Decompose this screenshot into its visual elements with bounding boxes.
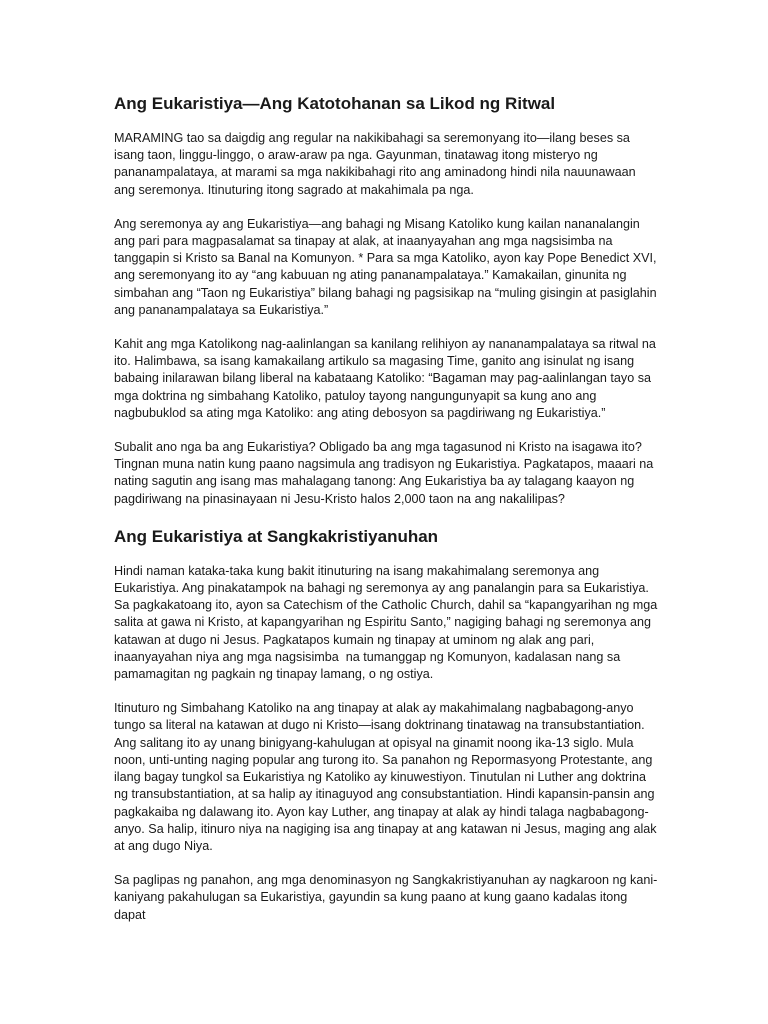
document-page	[114, 92, 660, 941]
document-title: Ang Eukaristiya—Ang Katotohanan sa Likod ng Ritwal	[114, 94, 556, 113]
paragraph-6: Itinuturo ng Simbahang Katoliko na ang tinapay at alak ay makahimalang nagbabagong-anyo tungo sa literal na katawan at dugo ni Kristo—isang doktrinang tinatawag na transubstantiation. Ang salitang ito ay unang binigyang-kahulugan at opisyal na ginamit noong ika-13 siglo. Mula noon, unti-unting naging popular ang turong ito. Sa panahon ng Repormasyong Protestante, ang ilang bagay tungkol sa Eukaristiya ng Katoliko ay kinuwestiyon. Tinutulan ni Luther ang doktrina ng transubstantiation, at sa halip ay itinaguyod ang consubstantiation. Hindi kapansin-pansin ang pagkakaiba ng dalawang ito. Ayon kay Luther, ang tinapay at alak ay hindi talaga nagbabagong-anyo. Sa halip, itinuro niya na nagiging isa ang tinapay at ang katawan ni Jesus, maging ang alak at ang dugo Niya.	[114, 701, 661, 853]
paragraph-4: Subalit ano nga ba ang Eukaristiya? Obligado ba ang mga tagasunod ni Kristo na isagawa ito? Tingnan muna natin kung paano nagsimula ang tradisyon ng Eukaristiya. Pagkatapos, maaari na nating sagutin ang isang mas mahalagang tanong: Ang Eukaristiya ba ay talagang kaayon ng pagdiriwang na pinasinayaan ni Jesu-Kristo halos 2,000 taon na ang nakalilipas?	[114, 440, 657, 506]
paragraph-5: Hindi naman kataka-taka kung bakit itinuturing na isang makahimalang seremonya ang Eukaristiya. Ang pinakatampok na bahagi ng seremonya ay ang panalangin para sa Eukaristiya. Sa pagkakatoang ito, ayon sa Catechism of the Catholic Church, dahil sa “kapangyarihan ng mga salita at gawa ni Kristo, at kapangyarihan ng Espiritu Santo,” nagiging bahagi ng seremonya ang katawan at dugo ni Jesus. Pagkatapos kumain ng tinapay at uminom ng alak ang pari, inaanyayahan niya ang mga nagsisimba na tumanggap ng Komunyon, kadalasan nang sa pamamagitan ng pagkain ng tinapay lamang, o ng ostiya.	[114, 563, 661, 682]
paragraph-1: MARAMING tao sa daigdig ang regular na nakikibahagi sa seremonyang ito—ilang beses sa isang taon, linggu-linggo, o araw-araw pa nga. Gayunman, tinatawag itong misteryo ng pananampalataya, at marami sa mga nakikibahagi rito ang aminadong hindi nila nauunawaan ang seremonya. Itinuturing itong sagrado at makahimala pa nga.	[114, 131, 640, 197]
paragraph-3: Kahit ang mga Katolikong nag-aalinlangan sa kanilang relihiyon ay nananampalataya sa ritwal na ito. Halimbawa, sa isang kamakailang artikulo sa magasing Time, ganito ang isinulat ng isang babaing inilarawan bilang liberal na kabataang Katoliko: “Bagaman may pag-aalinlangan tayo sa mga doktrina ng simbahang Katoliko, patuloy tayong nangungunyapit sa kung ano ang nagbubuklod sa ating mga Katoliko: ang ating debosyon sa pagdiriwang ng Eukaristiya.”	[114, 337, 660, 420]
paragraph-2: Ang seremonya ay ang Eukaristiya—ang bahagi ng Misang Katoliko kung kailan nananalangin ang pari para magpasalamat sa tinapay at alak, at inaanyayahan ang mga nagsisimba na tanggapin si Kristo sa Banal na Komunyon. * Para sa mga Katoliko, ayon kay Pope Benedict XVI, ang seremonyang ito ay “ang kabuuan ng ating pananampalataya.” Kamakailan, ginunita ng simbahan ang “Taon ng Eukaristiya” bilang bahagi ng pagsisikap na “muling gisingin at pasiglahin ang pananampalataya sa Eukaristiya.”	[114, 216, 661, 317]
paragraph-7: Sa paglipas ng panahon, ang mga denominasyon ng Sangkakristiyanuhan ay nagkaroon ng kani-kaniyang pakahulugan sa Eukaristiya, gayundin sa kung paano at kung gaano kadalas itong dapat	[114, 873, 658, 922]
section-heading: Ang Eukaristiya at Sangkakristiyanuhan	[114, 526, 439, 546]
